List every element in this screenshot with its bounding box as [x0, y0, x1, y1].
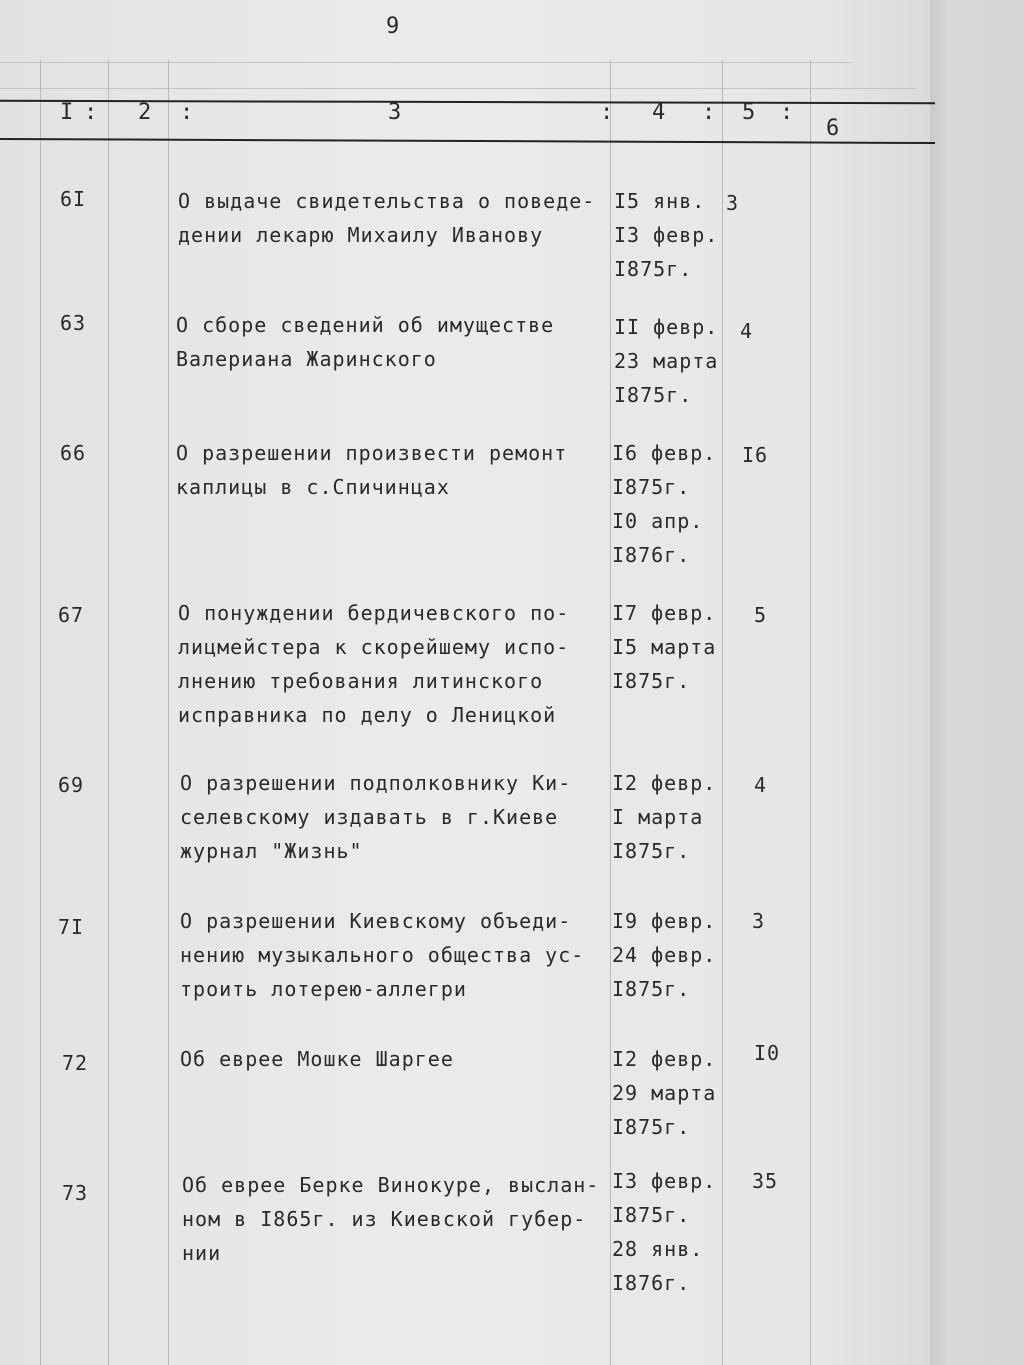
row-title: Об еврее Берке Винокуре, выслан- ном в I865г. из Киевской губер- нии: [182, 1173, 600, 1265]
row-dates: I5 янв. I3 февр. I875г.: [614, 189, 719, 281]
row-dates: I3 февр. I875г. 28 янв. I876г.: [612, 1169, 717, 1295]
header-col-5: 5: [742, 100, 758, 125]
row-sheets: 5: [754, 603, 768, 627]
row-number: 69: [58, 773, 85, 797]
row-title: Об еврее Мошке Шаргее: [180, 1047, 454, 1071]
column-rule: [168, 60, 169, 1365]
row-number: 6I: [60, 187, 87, 211]
row-sheets: 3: [752, 909, 766, 933]
header-separator: :: [180, 100, 196, 125]
header-separator: :: [84, 100, 100, 125]
column-rule: [810, 60, 811, 1365]
row-title: О разрешении Киевскому объеди- нению музыкального общества ус- троить лотерею-аллегри: [180, 909, 585, 1001]
row-number: 72: [62, 1051, 89, 1075]
row-dates: I2 февр. I марта I875г.: [612, 771, 717, 863]
column-rule: [610, 60, 611, 1365]
row-sheets: I0: [754, 1041, 781, 1065]
row-title: О выдаче свидетельства о поведе- дении лекарю Михаилу Иванову: [178, 189, 596, 247]
header-bottom-rule: [0, 138, 935, 144]
row-title: О разрешении произвести ремонт каплицы в с.Спичинцах: [176, 441, 568, 499]
header-col-2: 2: [138, 100, 154, 125]
row-sheets: 35: [752, 1169, 779, 1193]
header-separator: :: [702, 100, 718, 125]
row-number: 67: [58, 603, 85, 627]
row-sheets: I6: [742, 443, 769, 467]
column-rule: [108, 60, 109, 1365]
row-number: 63: [60, 311, 87, 335]
header-col-1: I: [60, 100, 76, 125]
row-dates: I7 февр. I5 марта I875г.: [612, 601, 717, 693]
column-rule: [722, 60, 723, 1365]
row-dates: I6 февр. I875г. I0 апр. I876г.: [612, 441, 717, 567]
row-dates: II февр. 23 марта I875г.: [614, 315, 719, 407]
row-dates: I9 февр. 24 февр. I875г.: [612, 909, 717, 1001]
form-header-sub-line: [0, 88, 915, 89]
row-number: 73: [62, 1181, 89, 1205]
row-title: О разрешении подполковнику Ки- селевскому издавать в г.Киеве журнал "Жизнь": [180, 771, 572, 863]
header-col-4: 4: [652, 100, 668, 125]
page-edge-shadow: [930, 0, 1024, 1365]
row-sheets: 4: [740, 319, 754, 343]
page-number: 9: [386, 14, 400, 39]
row-dates: I2 февр. 29 марта I875г.: [612, 1047, 717, 1139]
column-rule: [40, 60, 41, 1365]
row-sheets: 3: [726, 191, 740, 215]
row-sheets: 4: [754, 773, 768, 797]
row-number: 66: [60, 441, 87, 465]
row-title: О сборе сведений об имуществе Валериана Жаринского: [176, 313, 555, 371]
header-separator: :: [600, 100, 616, 125]
row-number: 7I: [58, 915, 85, 939]
header-col-6: 6: [826, 116, 842, 141]
row-title: О понуждении бердичевского по- лицмейстера к скорейшему испо- лнению требования литинского исправника по делу о Леницкой: [178, 601, 570, 727]
header-separator: :: [780, 100, 796, 125]
header-col-3: 3: [388, 100, 404, 125]
